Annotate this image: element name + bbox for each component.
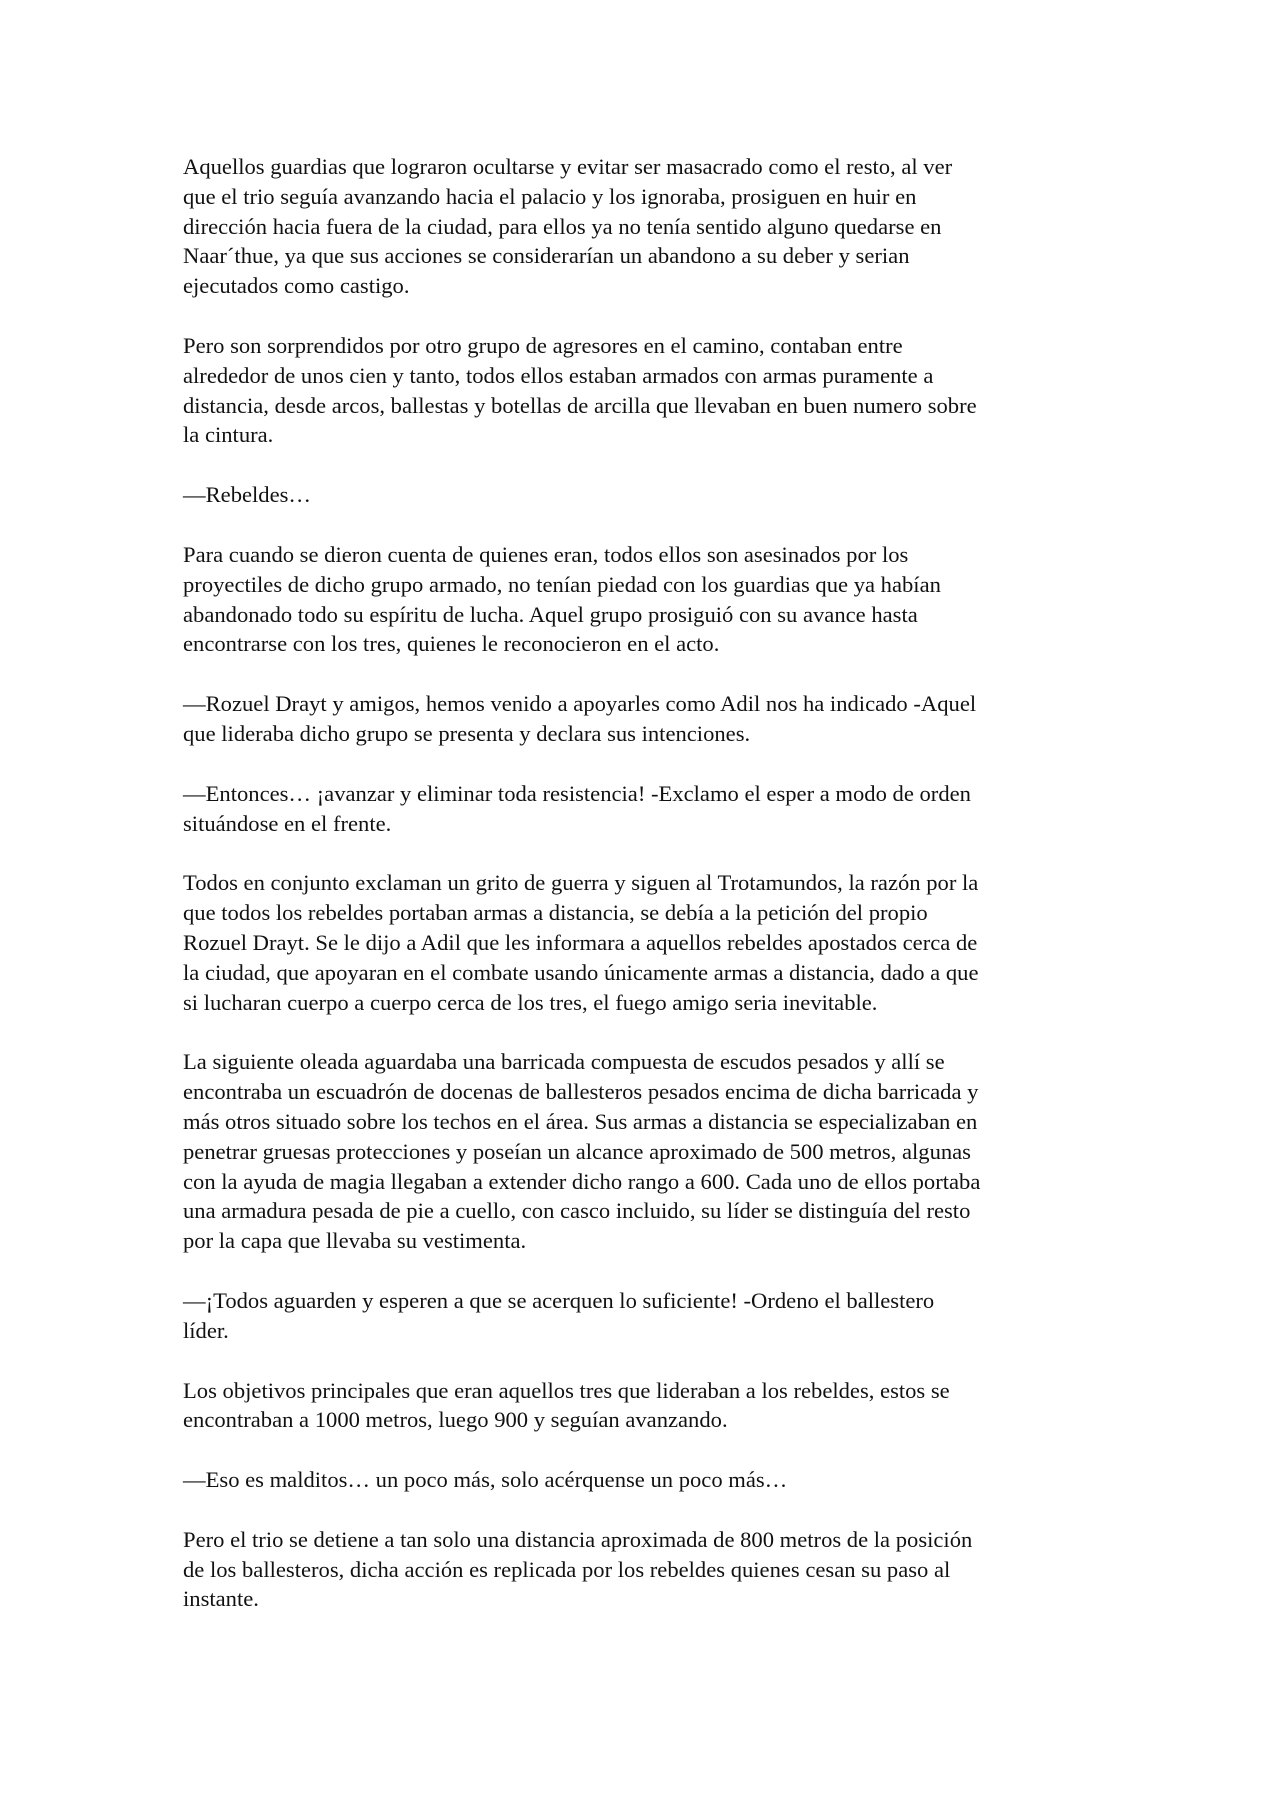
paragraph-6: —Entonces… ¡avanzar y eliminar toda resistencia! -Exclamo el esper a modo de orden situándose en el frente.	[183, 780, 971, 836]
paragraph-11: —Eso es malditos… un poco más, solo acérquense un poco más…	[183, 1467, 788, 1493]
document-page	[183, 152, 1098, 1644]
paragraph-8: La siguiente oleada aguardaba una barricada compuesta de escudos pesados y allí se encontraba un escuadrón de docenas de ballesteros pesados encima de dicha barricada y más otros situado sobre los techos en el área. Sus armas a distancia se especializaban en penetrar gruesas protecciones y poseían un alcance aproximado de 500 metros, algunas con la ayuda de magia llegaban a extender dicho rango a 600. Cada uno de ellos portaba una armadura pesada de pie a cuello, con casco incluido, su líder se distinguía del resto por la capa que llevaba su vestimenta.	[183, 1049, 981, 1254]
paragraph-3: —Rebeldes…	[183, 482, 312, 508]
paragraph-1: Aquellos guardias que lograron ocultarse y evitar ser masacrado como el resto, al ver que el trio seguía avanzando hacia el palacio y los ignoraba, prosiguen en huir en dirección hacia fuera de la ciudad, para ellos ya no tenía sentido alguno quedarse en Naar´thue, ya que sus acciones se considerarían un abandono a su deber y serian ejecutados como castigo.	[183, 154, 953, 299]
paragraph-9: —¡Todos aguarden y esperen a que se acerquen lo suficiente! -Ordeno el ballestero líder.	[183, 1287, 935, 1343]
paragraph-2: Pero son sorprendidos por otro grupo de agresores en el camino, contaban entre alrededor de unos cien y tanto, todos ellos estaban armados con armas puramente a distancia, desde arcos, ballestas y botellas de arcilla que llevaban en buen numero sobre la cintura.	[183, 332, 977, 448]
paragraph-10: Los objetivos principales que eran aquellos tres que lideraban a los rebeldes, estos se encontraban a 1000 metros, luego 900 y seguían avanzando.	[183, 1377, 950, 1433]
paragraph-4: Para cuando se dieron cuenta de quienes eran, todos ellos son asesinados por los proyectiles de dicho grupo armado, no tenían piedad con los guardias que ya habían abandonado todo su espíritu de lucha. Aquel grupo prosiguió con su avance hasta encontrarse con los tres, quienes le reconocieron en el acto.	[183, 541, 941, 657]
paragraph-7: Todos en conjunto exclaman un grito de guerra y siguen al Trotamundos, la razón por la que todos los rebeldes portaban armas a distancia, se debía a la petición del propio Rozuel Drayt. Se le dijo a Adil que les informara a aquellos rebeldes apostados cerca de la ciudad, que apoyaran en el combate usando únicamente armas a distancia, dado a que si lucharan cuerpo a cuerpo cerca de los tres, el fuego amigo seria inevitable.	[183, 870, 979, 1015]
paragraph-12: Pero el trio se detiene a tan solo una distancia aproximada de 800 metros de la posición de los ballesteros, dicha acción es replicada por los rebeldes quienes cesan su paso al instante.	[183, 1526, 973, 1612]
paragraph-5: —Rozuel Drayt y amigos, hemos venido a apoyarles como Adil nos ha indicado -Aquel que lideraba dicho grupo se presenta y declara sus intenciones.	[183, 691, 977, 746]
